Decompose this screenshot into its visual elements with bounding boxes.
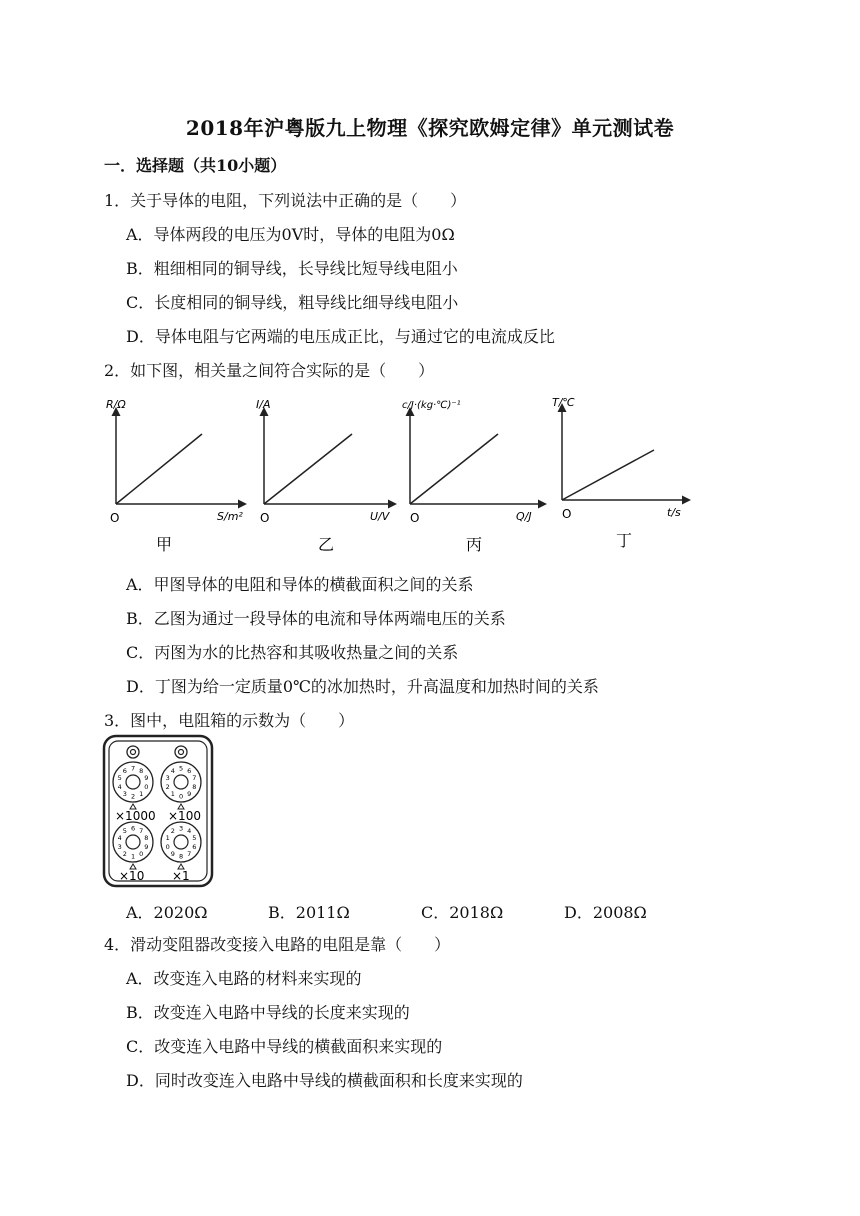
dial-digit: 3	[165, 774, 170, 783]
question-4-option-d[interactable]: D．同时改变连入电路中导线的横截面积和长度来实现的	[126, 1071, 523, 1090]
dial-knob[interactable]	[126, 835, 140, 849]
graph-jia-origin: O	[110, 511, 120, 525]
graph-ding-caption: 丁	[616, 531, 633, 550]
dial-digit: 1	[139, 789, 144, 798]
dial-digit: 1	[170, 789, 175, 798]
graph-jia-caption: 甲	[156, 535, 173, 554]
dial-knob[interactable]	[174, 775, 188, 789]
resistance-box-figure	[102, 734, 214, 888]
question-1-option-a[interactable]: A．导体两段的电压为0V时，导体的电阻为0Ω	[126, 225, 455, 244]
dial-digit: 9	[187, 789, 192, 798]
dial-digit: 6	[122, 767, 127, 776]
dial-x10-label: ×10	[119, 869, 145, 883]
dial-digit: 4	[187, 827, 192, 836]
dial-digit: 8	[192, 782, 197, 791]
dial-digit: 2	[122, 849, 127, 858]
question-2-graphs	[104, 392, 694, 557]
dial-digit: 2	[170, 827, 175, 836]
dial-digit: 4	[117, 782, 122, 791]
dial-knob[interactable]	[126, 775, 140, 789]
dial-digit: 6	[192, 842, 197, 851]
dial-digit: 5	[122, 827, 127, 836]
section-heading: 一．选择题（共10小题）	[104, 156, 287, 175]
dial-digit: 8	[139, 767, 144, 776]
dial-x100-label: ×100	[168, 809, 201, 823]
graph-bing-caption: 丙	[466, 535, 483, 554]
dial-digit: 3	[122, 789, 127, 798]
graph-yi-xlabel: U/V	[370, 510, 390, 523]
dial-digit: 8	[178, 852, 184, 861]
dial-digit: 9	[144, 842, 149, 851]
question-4-option-b[interactable]: B．改变连入电路中导线的长度来实现的	[126, 1003, 410, 1022]
dial-x1-label: ×1	[172, 869, 190, 883]
graph-yi-ylabel: I/A	[256, 398, 271, 411]
dial-digit: 5	[117, 774, 122, 783]
graph-ding-xlabel: t/s	[667, 506, 681, 519]
dial-digit: 0	[144, 782, 149, 791]
graph-yi-origin: O	[260, 511, 270, 525]
dial-digit: 2	[165, 782, 170, 791]
question-2-option-b[interactable]: B．乙图为通过一段导体的电流和导体两端电压的关系	[126, 609, 506, 628]
graph-bing-xlabel: Q/J	[516, 510, 532, 523]
dial-digit: 7	[130, 764, 136, 773]
question-3-option-c[interactable]: C．2018Ω	[421, 903, 504, 922]
dial-digit: 6	[187, 767, 192, 776]
dial-knob[interactable]	[174, 835, 188, 849]
graph-yi	[256, 398, 394, 554]
graph-ding-ylabel: T/℃	[552, 396, 575, 409]
dial-digit: 9	[144, 774, 149, 783]
dial-digit: 0	[139, 849, 144, 858]
question-4-option-c[interactable]: C．改变连入电路中导线的横截面积来实现的	[126, 1037, 443, 1056]
dial-x1000-label: ×1000	[115, 809, 156, 823]
question-1-option-b[interactable]: B．粗细相同的铜导线，长导线比短导线电阻小	[126, 259, 458, 278]
dial-digit: 0	[165, 842, 170, 851]
dial-digit: 3	[117, 842, 122, 851]
dial-digit: 7	[139, 827, 144, 836]
dial-digit: 2	[130, 792, 136, 801]
dial-digit: 8	[144, 834, 149, 843]
dial-digit: 1	[165, 834, 170, 843]
dial-digit: 7	[192, 774, 197, 783]
graph-jia	[106, 398, 244, 554]
question-2-option-c[interactable]: C．丙图为水的比热容和其吸收热量之间的关系	[126, 643, 459, 662]
dial-digit: 4	[117, 834, 122, 843]
graph-ding	[552, 396, 688, 550]
question-3-option-d[interactable]: D．2008Ω	[564, 903, 647, 922]
dial-digit: 6	[130, 824, 136, 833]
dial-digit: 4	[170, 767, 175, 776]
dial-digit: 3	[178, 824, 184, 833]
question-1-option-d[interactable]: D．导体电阻与它两端的电压成正比，与通过它的电流成反比	[126, 327, 555, 346]
graph-ding-origin: O	[562, 507, 572, 521]
question-2-option-d[interactable]: D．丁图为给一定质量0℃的冰加热时，升高温度和加热时间的关系	[126, 677, 599, 696]
graph-bing-origin: O	[410, 511, 420, 525]
question-3-stem: 3．图中，电阻箱的示数为（ ）	[104, 711, 355, 730]
question-4-stem: 4．滑动变阻器改变接入电路的电阻是靠（ ）	[104, 935, 451, 954]
page-title: 2018年沪粤版九上物理《探究欧姆定律》单元测试卷	[185, 116, 675, 140]
dial-digit: 0	[178, 792, 184, 801]
graph-bing-ylabel: c/J·(kg·℃)⁻¹	[402, 400, 461, 411]
question-1-stem: 1．关于导体的电阻，下列说法中正确的是（ ）	[104, 191, 467, 210]
graph-jia-ylabel: R/Ω	[106, 398, 126, 411]
question-3-option-b[interactable]: B．2011Ω	[268, 903, 350, 922]
dial-digit: 5	[192, 834, 197, 843]
dial-digit: 9	[170, 849, 175, 858]
question-2-stem: 2．如下图，相关量之间符合实际的是（ ）	[104, 361, 435, 380]
graph-yi-caption: 乙	[318, 535, 335, 554]
question-2-option-a[interactable]: A．甲图导体的电阻和导体的横截面积之间的关系	[126, 575, 474, 594]
graph-bing	[402, 400, 544, 554]
dial-digit: 7	[187, 849, 192, 858]
question-3-option-a[interactable]: A．2020Ω	[126, 903, 208, 922]
graph-jia-xlabel: S/m²	[217, 510, 243, 523]
question-1-option-c[interactable]: C．长度相同的铜导线，粗导线比细导线电阻小	[126, 293, 459, 312]
dial-digit: 1	[130, 852, 136, 861]
question-4-option-a[interactable]: A．改变连入电路的材料来实现的	[126, 969, 362, 988]
dial-digit: 5	[178, 764, 184, 773]
